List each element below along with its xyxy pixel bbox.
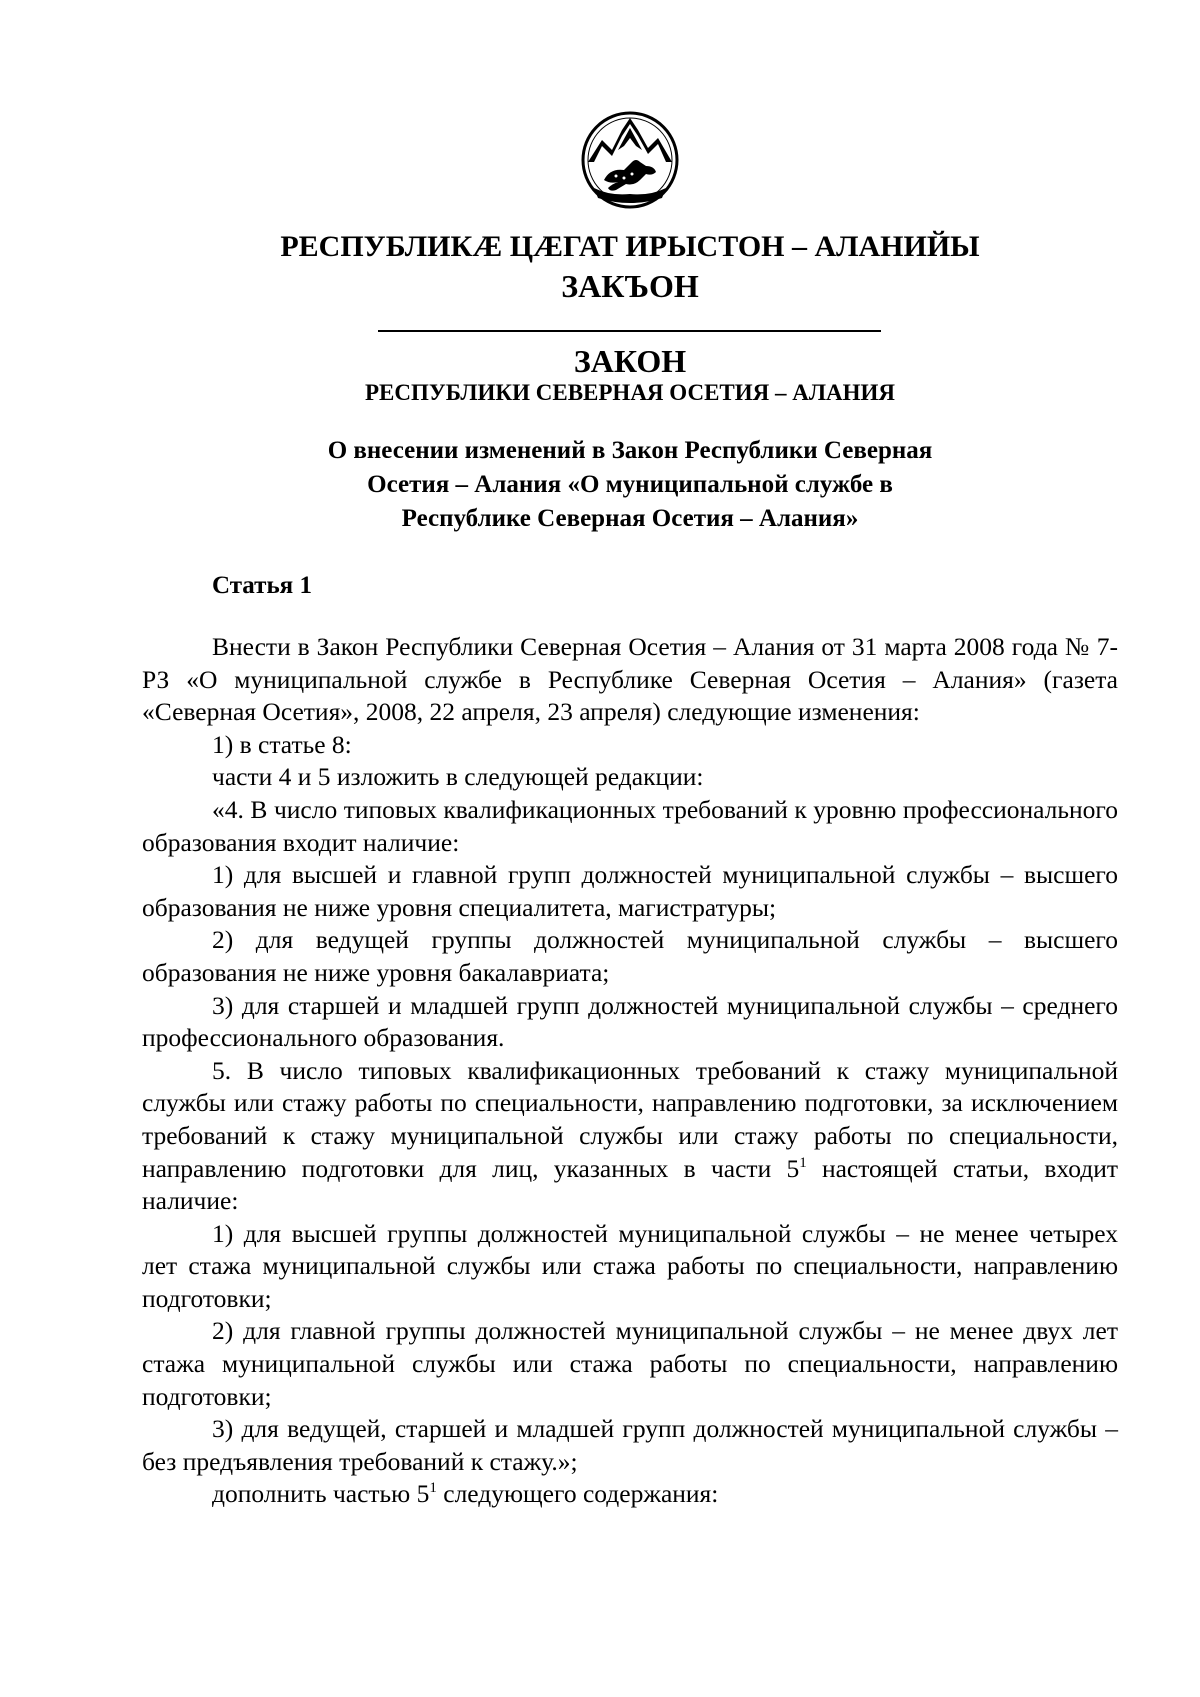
law-title-line: Республике Северная Осетия – Алания» — [401, 505, 859, 532]
ossetian-law-heading: ЗАКЪОН — [561, 268, 699, 304]
ossetian-republic-heading: РЕСПУБЛИКÆ ЦÆГАТ ИРЫСТОН – АЛАНИЙЫ — [280, 230, 980, 263]
paragraph: 2) для ведущей группы должностей муниципальной службы – высшего образования не ниже уровня бакалавриата; — [142, 925, 1118, 987]
paragraph: Внести в Закон Республики Северная Осетия – Алания от 31 марта 2008 года № 7-РЗ «О муниципальной службе в Республике Северная Осетия – Алания» (газета «Северная Осетия», 2008, 22 апреля, 23 апреля) следующие изменения: — [142, 632, 1118, 727]
republic-heading: РЕСПУБЛИКИ СЕВЕРНАЯ ОСЕТИЯ – АЛАНИЯ — [365, 380, 895, 405]
paragraph: 1) для высшей и главной групп должностей муниципальной службы – высшего образования не ниже уровня специалитета, магистратуры; — [142, 860, 1118, 922]
paragraph-text: 5. В число типовых квалификационных требований к стажу муниципальной службы или стажу работы по специальности, направлению подготовки, за исключением требований к стажу муниципальной службы или стажу работы по специальности, направлению подготовки для лиц, указанных в части 5 — [142, 1055, 1118, 1183]
superscript: 1 — [799, 1154, 807, 1171]
paragraph: 2) для главной группы должностей муниципальной службы – не менее двух лет стажа муниципальной службы или стажа работы по специальности, направлению подготовки; — [142, 1316, 1118, 1411]
coat-of-arms-emblem — [580, 110, 680, 210]
header-divider — [378, 330, 881, 332]
paragraph: части 4 и 5 изложить в следующей редакции: — [212, 762, 704, 792]
paragraph — [142, 1055, 1118, 1218]
law-title-line: О внесении изменений в Закон Республики Северная — [327, 437, 933, 464]
law-heading: ЗАКОН — [573, 343, 687, 379]
paragraph: 1) для высшей группы должностей муниципальной службы – не менее четырех лет стажа муниципальной службы или стажа работы по специальности, направлению подготовки; — [142, 1218, 1118, 1313]
paragraph-text: следующего содержания: — [436, 1479, 719, 1509]
paragraph: 1) в статье 8: — [212, 729, 352, 759]
superscript: 1 — [429, 1480, 437, 1497]
paragraph: 3) для старшей и младшей групп должностей муниципальной службы – среднего профессионального образования. — [142, 990, 1118, 1053]
law-title — [0, 434, 1200, 536]
paragraph — [142, 1478, 1118, 1511]
law-title-line: Осетия – Алания «О муниципальной службе в — [367, 471, 893, 498]
paragraph-text: настоящей статьи, входит наличие: — [142, 1153, 1118, 1216]
paragraph: 3) для ведущей, старшей и младшей групп должностей муниципальной службы – без предъявления требований к стажу.»; — [142, 1414, 1118, 1476]
article-body — [142, 631, 1118, 1511]
paragraph: «4. В число типовых квалификационных требований к уровню профессионального образования входит наличие: — [142, 794, 1118, 857]
paragraph-text: дополнить частью 5 — [212, 1479, 430, 1509]
article-heading: Статья 1 — [212, 572, 312, 599]
